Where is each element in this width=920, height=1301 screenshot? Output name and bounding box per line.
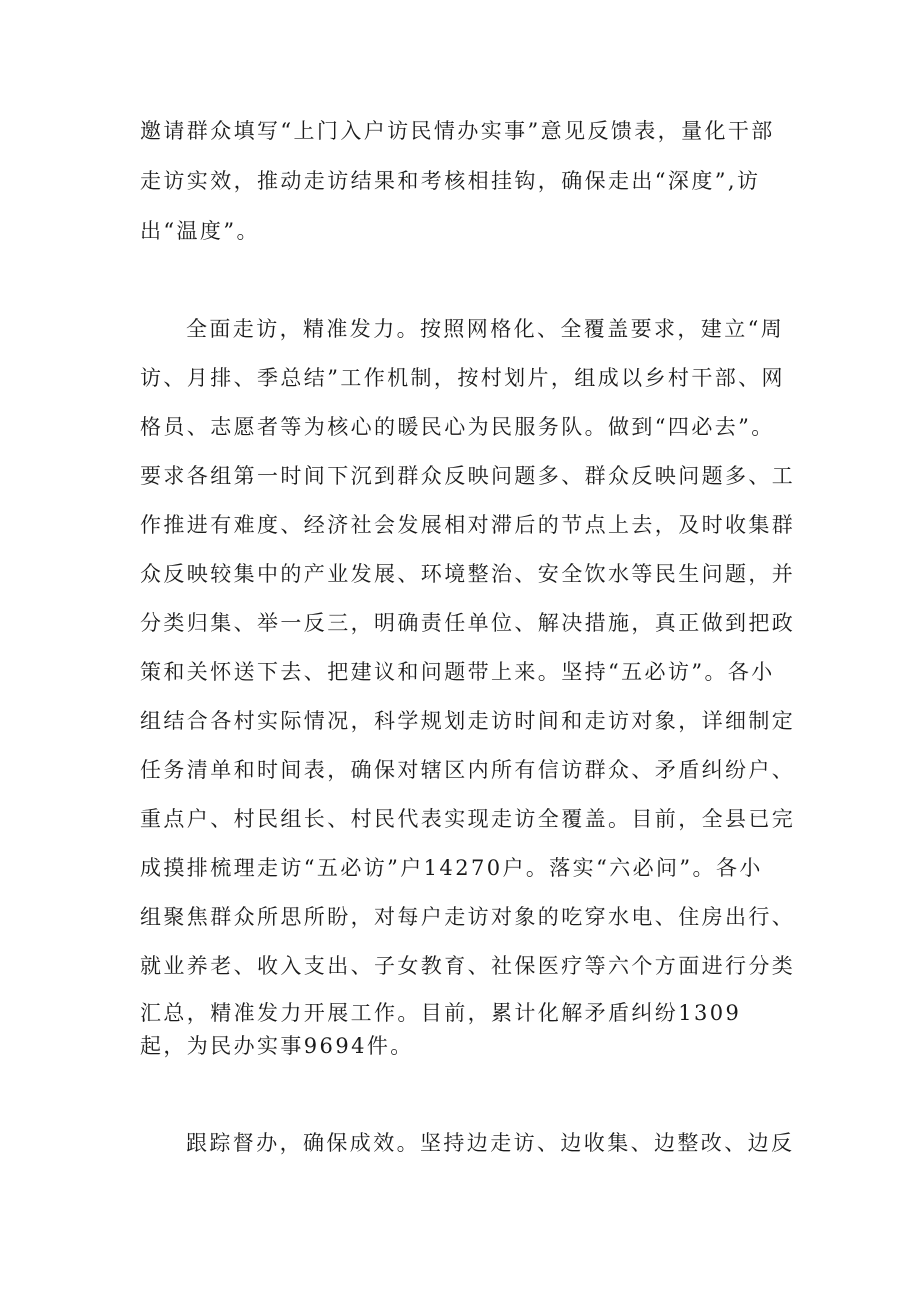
paragraph-2-line-16: 起，为民办实事9694件。 [140,1034,414,1058]
paragraph-2-line-2: 访、月排、季总结”工作机制，按村划片，组成以乡村干部、网 [140,366,785,390]
paragraph-2-line-8: 策和关怀送下去、把建议和问题带上来。坚持“五必访”。各小 [140,660,775,684]
paragraph-1-line-2: 走访实效，推动走访结果和考核相挂钩，确保走出“深度”,访 [140,169,761,193]
paragraph-3-line-1: 跟踪督办，确保成效。坚持边走访、边收集、边整改、边反 [186,1131,795,1155]
paragraph-2-line-10: 任务清单和时间表，确保对辖区内所有信访群众、矛盾纠纷户、 [140,758,796,782]
paragraph-2-line-12: 成摸排梳理走访“五必访”户14270户。落实“六必问”。各小 [140,856,763,880]
paragraph-2-line-4: 要求各组第一时间下沉到群众反映问题多、群众反映问题多、工 [140,464,796,488]
paragraph-2-line-14: 就业养老、收入支出、子女教育、社保医疗等六个方面进行分类 [140,954,796,978]
paragraph-2-line-13: 组聚焦群众所思所盼，对每户走访对象的吃穿水电、住房出行、 [140,905,796,929]
paragraph-2-line-3: 格员、志愿者等为核心的暖民心为民服务队。做到“四必去”。 [140,415,775,439]
paragraph-2-line-15: 汇总，精准发力开展工作。目前，累计化解矛盾纠纷1309 [140,1001,742,1025]
paragraph-2-line-11: 重点户、村民组长、村民代表实现走访全覆盖。目前，全县已完 [140,807,796,831]
paragraph-2-line-7: 分类归集、举一反三，明确责任单位、解决措施，真正做到把政 [140,611,796,635]
paragraph-1-line-1: 邀请群众填写“上门入户访民情办实事”意见反馈表，量化干部 [140,119,775,143]
paragraph-1-line-3: 出“温度”。 [140,219,260,243]
paragraph-2-line-1: 全面走访，精准发力。按照网格化、全覆盖要求，建立“周 [186,317,785,341]
paragraph-2-line-6: 众反映较集中的产业发展、环境整治、安全饮水等民生问题，并 [140,562,796,586]
paragraph-2-line-9: 组结合各村实际情况，科学规划走访时间和走访对象，详细制定 [140,709,796,733]
paragraph-2-line-5: 作推进有难度、经济社会发展相对滞后的节点上去，及时收集群 [140,513,796,537]
